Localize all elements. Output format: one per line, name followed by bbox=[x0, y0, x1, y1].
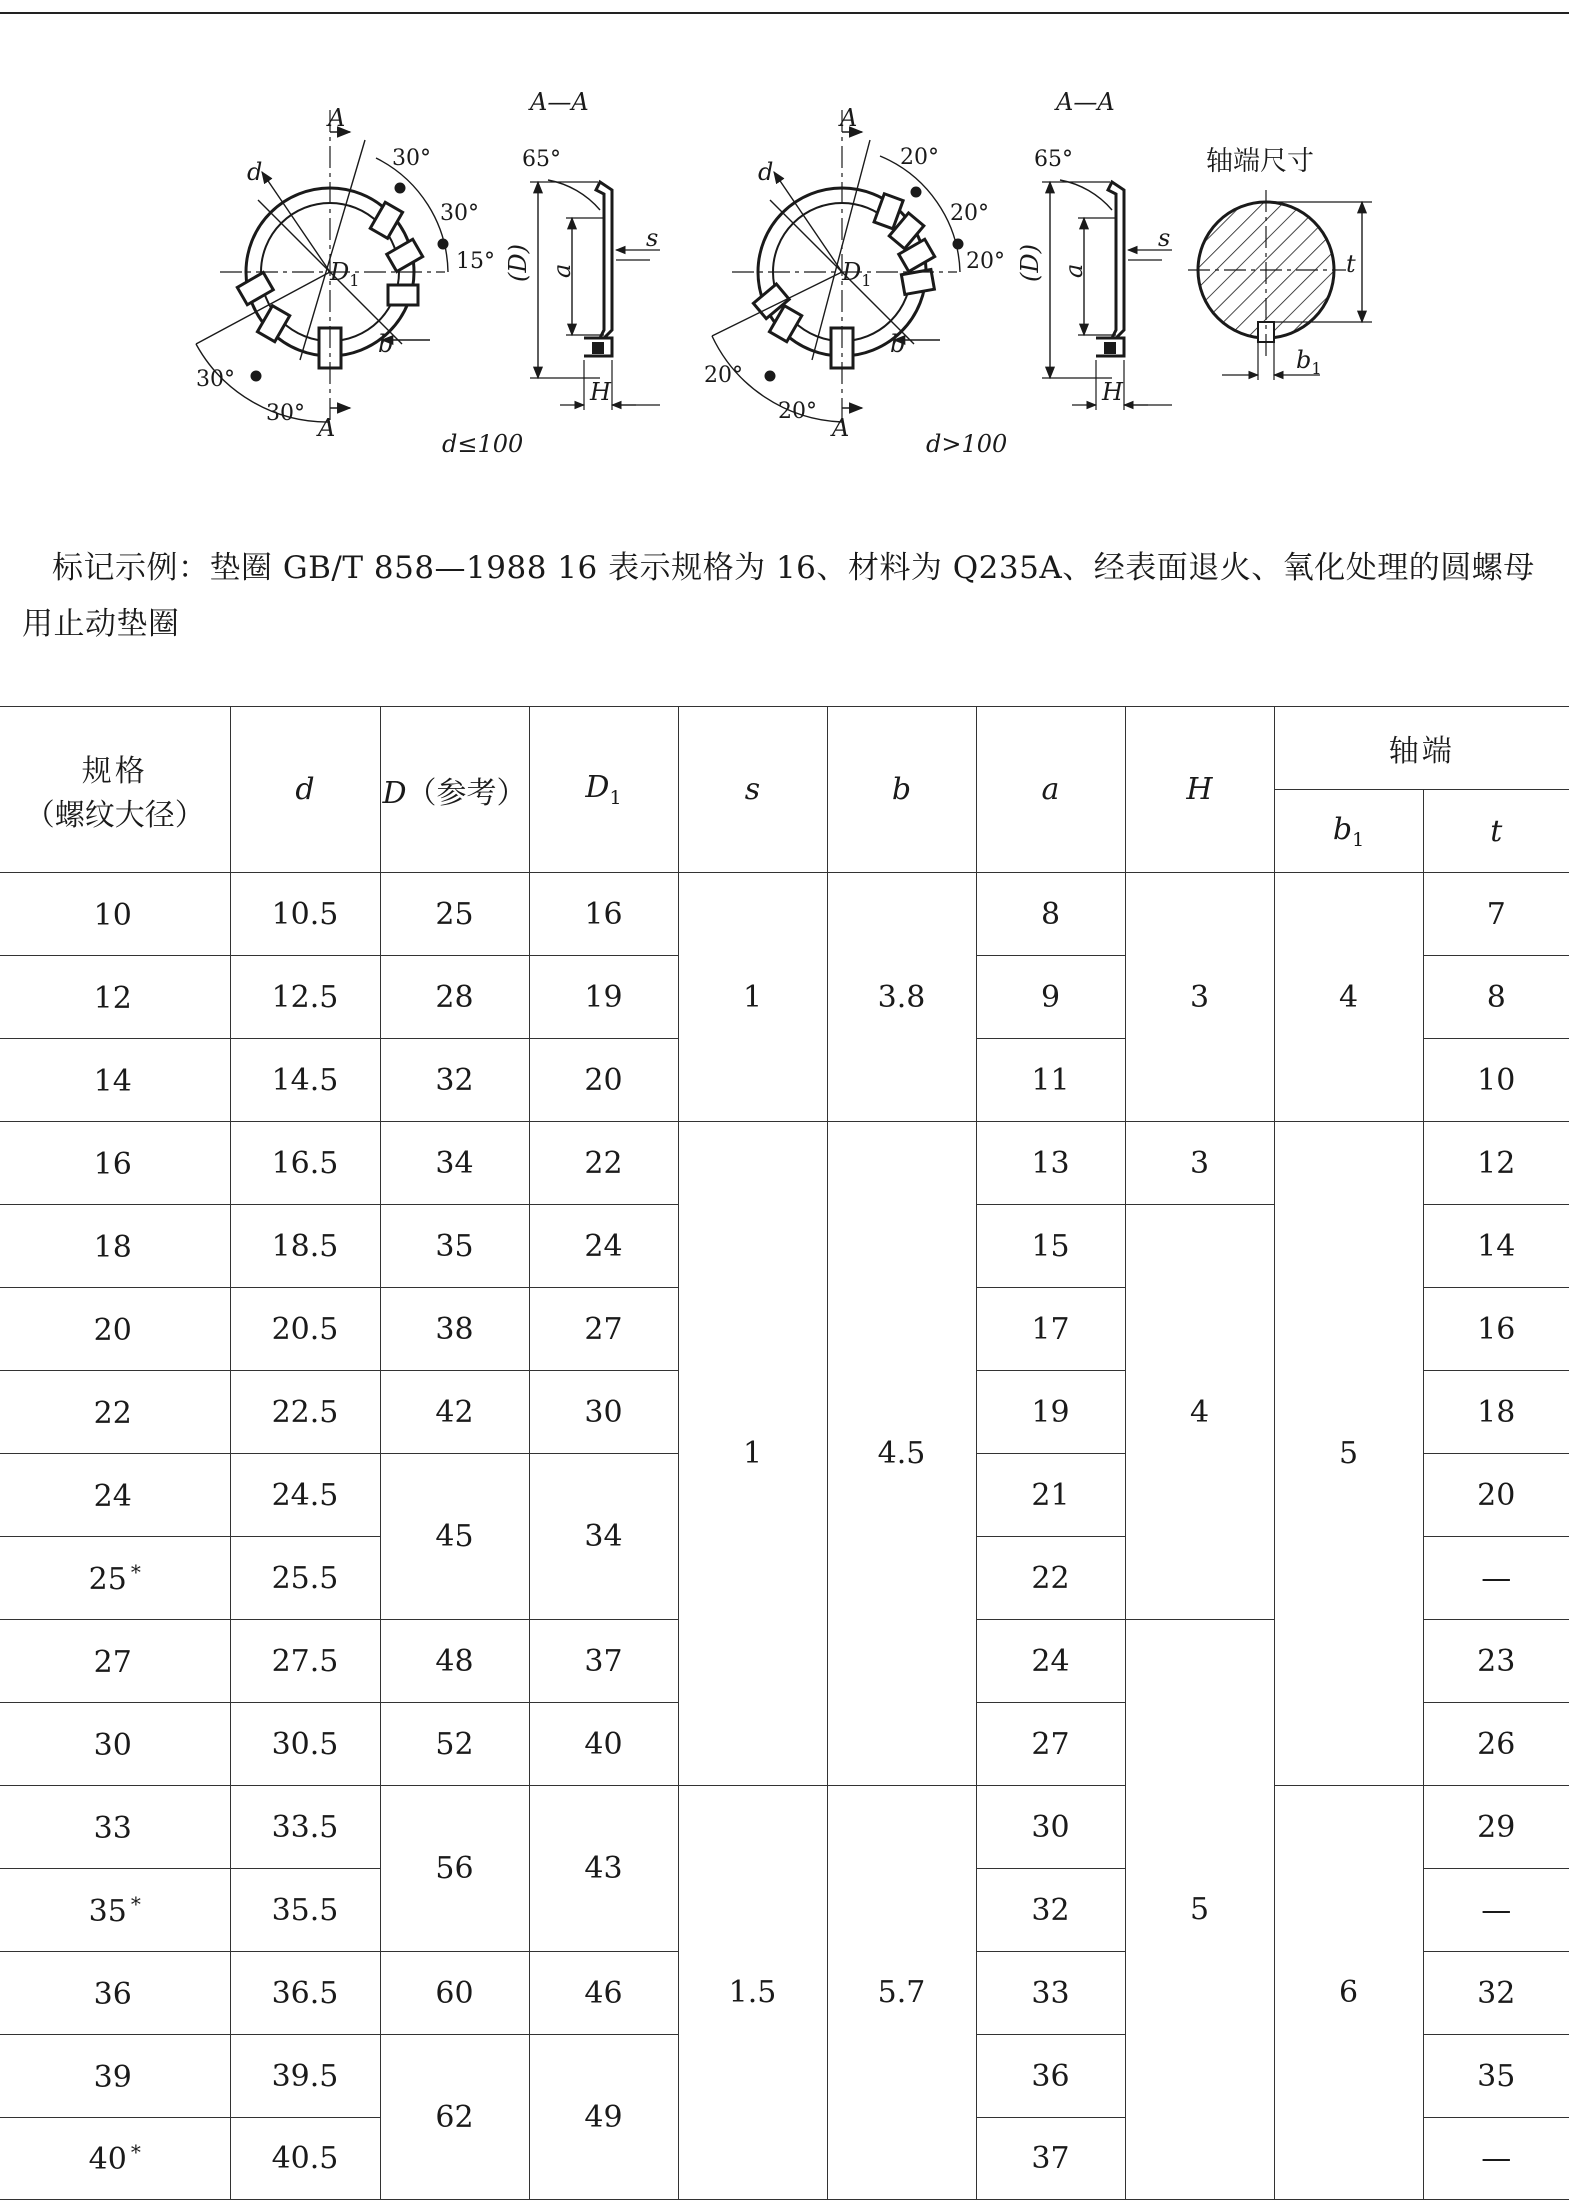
cell-D1: 49 bbox=[529, 2035, 678, 2200]
condition-label: d≤100 bbox=[442, 430, 524, 458]
cell-t: 8 bbox=[1423, 956, 1569, 1039]
label-h: H bbox=[1102, 378, 1123, 406]
cell-D: 35 bbox=[380, 1205, 529, 1288]
table-row bbox=[0, 873, 1569, 956]
cell-spec: 35 * bbox=[0, 1869, 230, 1952]
label-a: a bbox=[1060, 263, 1088, 278]
cell-a: 32 bbox=[976, 1869, 1125, 1952]
cell-a: 19 bbox=[976, 1371, 1125, 1454]
cell-D: 42 bbox=[380, 1371, 529, 1454]
cell-d: 16.5 bbox=[230, 1122, 380, 1205]
cell-a: 8 bbox=[976, 873, 1125, 956]
cell-spec: 27 bbox=[0, 1620, 230, 1703]
cell-D1: 30 bbox=[529, 1371, 678, 1454]
cell-d: 33.5 bbox=[230, 1786, 380, 1869]
cell-t: — bbox=[1423, 1869, 1569, 1952]
cell-D1: 40 bbox=[529, 1703, 678, 1786]
header-H: H bbox=[1125, 707, 1274, 873]
cell-D: 60 bbox=[380, 1952, 529, 2035]
label-b1: $b_1$ bbox=[1296, 346, 1322, 378]
cell-b: 4.5 bbox=[827, 1122, 976, 1786]
cell-d: 25.5 bbox=[230, 1537, 380, 1620]
angle-label: 20° bbox=[704, 363, 743, 388]
cell-spec: 36 bbox=[0, 1952, 230, 2035]
cell-spec: 24 bbox=[0, 1454, 230, 1537]
label-a-bottom: A bbox=[318, 414, 336, 442]
label-d: d bbox=[758, 158, 774, 186]
cell-D1: 16 bbox=[529, 873, 678, 956]
right-washer-labels bbox=[758, 104, 905, 442]
cell-d: 30.5 bbox=[230, 1703, 380, 1786]
label-b: b bbox=[378, 330, 394, 358]
angle-label: 20° bbox=[900, 145, 939, 170]
label-a: a bbox=[548, 263, 576, 278]
cell-D: 62 bbox=[380, 2035, 529, 2200]
cell-D1: 37 bbox=[529, 1620, 678, 1703]
left-washer-labels bbox=[247, 104, 393, 442]
cell-spec: 22 bbox=[0, 1371, 230, 1454]
cell-spec: 18 bbox=[0, 1205, 230, 1288]
label-a-top: A bbox=[840, 104, 858, 132]
cell-D: 32 bbox=[380, 1039, 529, 1122]
cell-t: 29 bbox=[1423, 1786, 1569, 1869]
cell-spec: 40 * bbox=[0, 2118, 230, 2200]
cell-spec: 39 bbox=[0, 2035, 230, 2118]
cell-b1: 4 bbox=[1274, 873, 1423, 1122]
cell-H: 4 bbox=[1125, 1205, 1274, 1620]
angle-label: 20° bbox=[966, 249, 1005, 274]
cell-d: 18.5 bbox=[230, 1205, 380, 1288]
header-b1: $b_1$ bbox=[1274, 790, 1423, 873]
cell-spec: 14 bbox=[0, 1039, 230, 1122]
cell-a: 27 bbox=[976, 1703, 1125, 1786]
right-washer-section-view bbox=[1016, 88, 1172, 410]
cell-D: 28 bbox=[380, 956, 529, 1039]
cell-D1: 43 bbox=[529, 1786, 678, 1952]
header-t: t bbox=[1423, 790, 1569, 873]
cell-s: 1 bbox=[678, 873, 827, 1122]
cell-t: 16 bbox=[1423, 1288, 1569, 1371]
cell-t: 23 bbox=[1423, 1620, 1569, 1703]
cell-a: 11 bbox=[976, 1039, 1125, 1122]
header-s: s bbox=[678, 707, 827, 873]
header-b: b bbox=[827, 707, 976, 873]
cell-spec: 25 * bbox=[0, 1537, 230, 1620]
cell-D1: 27 bbox=[529, 1288, 678, 1371]
label-h: H bbox=[590, 378, 611, 406]
washer-drawings bbox=[0, 60, 1569, 490]
cell-t: 32 bbox=[1423, 1952, 1569, 2035]
cell-D: 45 bbox=[380, 1454, 529, 1620]
cell-b: 3.8 bbox=[827, 873, 976, 1122]
cell-d: 40.5 bbox=[230, 2118, 380, 2200]
cell-d: 22.5 bbox=[230, 1371, 380, 1454]
label-aa: A—A bbox=[530, 88, 589, 116]
cell-a: 24 bbox=[976, 1620, 1125, 1703]
cell-H: 3 bbox=[1125, 873, 1274, 1122]
angle-label: 30° bbox=[266, 401, 305, 426]
angle-label: 20° bbox=[950, 201, 989, 226]
cell-b1: 6 bbox=[1274, 1786, 1423, 2200]
cell-spec: 10 bbox=[0, 873, 230, 956]
label-d-paren: (D) bbox=[504, 244, 532, 282]
cell-a: 17 bbox=[976, 1288, 1125, 1371]
label-t: t bbox=[1346, 250, 1356, 278]
label-d-paren: (D) bbox=[1016, 244, 1044, 282]
table-row bbox=[0, 1122, 1569, 1205]
cell-t: 7 bbox=[1423, 873, 1569, 956]
cell-D: 52 bbox=[380, 1703, 529, 1786]
cell-a: 13 bbox=[976, 1122, 1125, 1205]
header-spec: 规格 （螺纹大径） bbox=[0, 707, 230, 873]
left-washer-section-view bbox=[504, 88, 660, 410]
cell-D: 34 bbox=[380, 1122, 529, 1205]
cell-t: 20 bbox=[1423, 1454, 1569, 1537]
cell-D: 48 bbox=[380, 1620, 529, 1703]
angle-label: 15° bbox=[456, 249, 495, 274]
cell-spec: 33 bbox=[0, 1786, 230, 1869]
label-b: b bbox=[890, 330, 906, 358]
cell-t: 10 bbox=[1423, 1039, 1569, 1122]
cell-d: 27.5 bbox=[230, 1620, 380, 1703]
cell-a: 21 bbox=[976, 1454, 1125, 1537]
cell-t: 14 bbox=[1423, 1205, 1569, 1288]
cell-D1: 19 bbox=[529, 956, 678, 1039]
shaft-title: 轴端尺寸 bbox=[1206, 146, 1314, 177]
cell-spec: 16 bbox=[0, 1122, 230, 1205]
label-a-bottom: A bbox=[832, 414, 850, 442]
cell-D1: 24 bbox=[529, 1205, 678, 1288]
cell-d: 24.5 bbox=[230, 1454, 380, 1537]
cell-s: 1 bbox=[678, 1122, 827, 1786]
marking-example: 标记示例：垫圈 GB/T 858—1988 16 表示规格为 16、材料为 Q235A、经表面退火、氧化处理的圆螺母用止动垫圈 bbox=[22, 550, 1535, 642]
cell-a: 30 bbox=[976, 1786, 1125, 1869]
cell-D1: 22 bbox=[529, 1122, 678, 1205]
cell-t: 26 bbox=[1423, 1703, 1569, 1786]
cell-t: 12 bbox=[1423, 1122, 1569, 1205]
cell-H: 3 bbox=[1125, 1122, 1274, 1205]
cell-spec: 30 bbox=[0, 1703, 230, 1786]
cell-t: 18 bbox=[1423, 1371, 1569, 1454]
label-s: s bbox=[646, 224, 659, 252]
cell-d: 12.5 bbox=[230, 956, 380, 1039]
cell-b: 5.7 bbox=[827, 1786, 976, 2200]
header-D-ref: D（参考） bbox=[380, 707, 529, 873]
cell-d: 36.5 bbox=[230, 1952, 380, 2035]
cell-a: 37 bbox=[976, 2118, 1125, 2200]
cell-d: 39.5 bbox=[230, 2035, 380, 2118]
cell-d: 10.5 bbox=[230, 873, 380, 956]
cell-a: 33 bbox=[976, 1952, 1125, 2035]
cell-s: 1.5 bbox=[678, 1786, 827, 2200]
label-s: s bbox=[1158, 224, 1171, 252]
cell-spec: 20 bbox=[0, 1288, 230, 1371]
cell-a: 9 bbox=[976, 956, 1125, 1039]
cell-d: 14.5 bbox=[230, 1039, 380, 1122]
cell-a: 15 bbox=[976, 1205, 1125, 1288]
angle-label: 65° bbox=[1034, 147, 1073, 172]
cell-spec: 12 bbox=[0, 956, 230, 1039]
cell-t: — bbox=[1423, 1537, 1569, 1620]
cell-D: 56 bbox=[380, 1786, 529, 1952]
cell-a: 36 bbox=[976, 2035, 1125, 2118]
angle-label: 30° bbox=[196, 367, 235, 392]
cell-D1: 34 bbox=[529, 1454, 678, 1620]
cell-a: 22 bbox=[976, 1537, 1125, 1620]
angle-label: 20° bbox=[778, 399, 817, 424]
header-a: a bbox=[976, 707, 1125, 873]
angle-label: 30° bbox=[440, 201, 479, 226]
top-rule bbox=[0, 12, 1569, 14]
angle-label: 65° bbox=[522, 147, 561, 172]
cell-t: 35 bbox=[1423, 2035, 1569, 2118]
cell-D1: 20 bbox=[529, 1039, 678, 1122]
label-aa: A—A bbox=[1056, 88, 1115, 116]
header-d: d bbox=[230, 707, 380, 873]
shaft-end-view bbox=[1188, 146, 1372, 380]
label-d1: $D_1$ bbox=[842, 258, 872, 290]
header-D1: $D_1$ bbox=[529, 707, 678, 873]
cell-b1: 5 bbox=[1274, 1122, 1423, 1786]
table-row bbox=[0, 1786, 1569, 1869]
washer-spec-table bbox=[0, 706, 1569, 2200]
cell-H: 5 bbox=[1125, 1620, 1274, 2200]
cell-t: — bbox=[1423, 2118, 1569, 2200]
cell-D: 25 bbox=[380, 873, 529, 956]
cell-d: 35.5 bbox=[230, 1869, 380, 1952]
cell-d: 20.5 bbox=[230, 1288, 380, 1371]
label-d: d bbox=[247, 158, 263, 186]
cell-D1: 46 bbox=[529, 1952, 678, 2035]
header-shaft-end: 轴端 bbox=[1274, 707, 1569, 790]
label-d1: $D_1$ bbox=[330, 258, 360, 290]
label-a-top: A bbox=[328, 104, 346, 132]
condition-label: d>100 bbox=[926, 430, 1008, 458]
cell-D: 38 bbox=[380, 1288, 529, 1371]
angle-label: 30° bbox=[392, 146, 431, 171]
